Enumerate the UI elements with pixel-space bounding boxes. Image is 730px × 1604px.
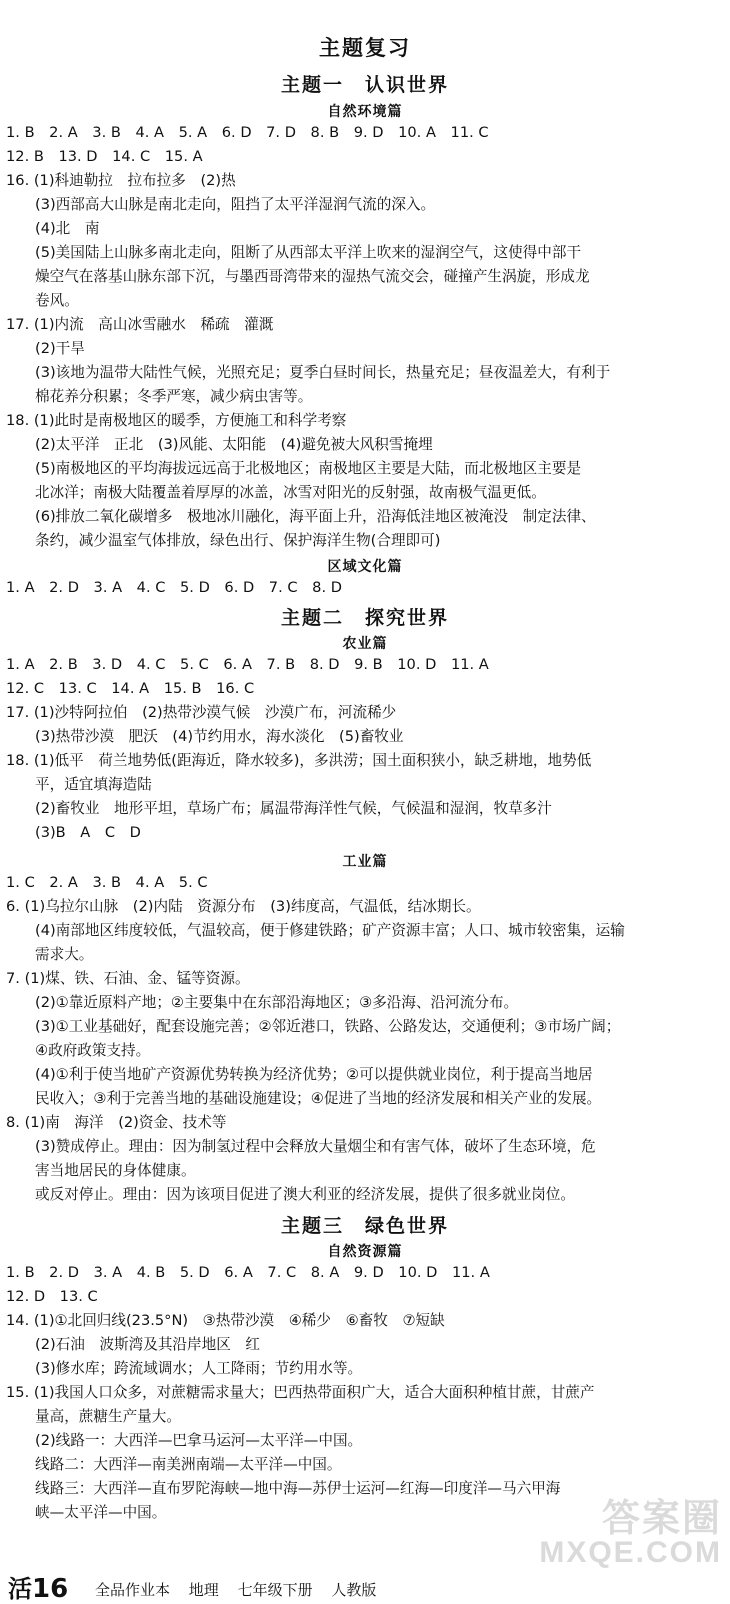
page-number	[8, 1575, 68, 1603]
answer-line: 1. B 2. A 3. B 4. A 5. A 6. D 7. D 8. B 9. D 10. A 11. C	[6, 124, 489, 141]
answer-line: 线路三：大西洋—直布罗陀海峡—地中海—苏伊士运河—红海—印度洋—马六甲海	[35, 1480, 561, 1497]
edition-name: 人教版	[331, 1581, 377, 1599]
answer-line: 8. (1)南 海洋 (2)资金、技术等	[6, 1114, 227, 1131]
answer-line: 卷风。	[35, 292, 79, 309]
answer-line: (2)石油 波斯湾及其沿岸地区 红	[35, 1336, 260, 1353]
answer-line: (3)赞成停止。理由：因为制氢过程中会释放大量烟尘和有害气体，破坏了生态环境，危	[35, 1138, 596, 1155]
watermark-url: MXQE.COM	[539, 1536, 722, 1569]
topic-3-heading: 主题三 绿色世界	[280, 1215, 449, 1237]
answer-line: 14. (1)①北回归线(23.5°N) ③热带沙漠 ④稀少 ⑥畜牧 ⑦短缺	[6, 1312, 445, 1329]
answer-line: 北冰洋；南极大陆覆盖着厚厚的冰盖，冰雪对阳光的反射强，故南极气温更低。	[35, 484, 546, 501]
section-industry: 工业篇	[342, 854, 388, 870]
answer-line: (3)①工业基础好，配套设施完善；②邻近港口，铁路、公路发达，交通便利；③市场广阔；	[35, 1018, 621, 1035]
page-title: 主题复习	[319, 36, 411, 60]
answer-line: (3)修水库；跨流域调水；人工降雨；节约用水等。	[35, 1360, 363, 1377]
answer-line: (2)太平洋 正北 (3)风能、太阳能 (4)避免被大风积雪掩埋	[35, 436, 433, 453]
answer-line: 量高，蔗糖生产量大。	[35, 1408, 181, 1425]
answer-line: 12. D 13. C	[6, 1288, 98, 1305]
answer-line: 17. (1)沙特阿拉伯 (2)热带沙漠气候 沙漠广布，河流稀少	[6, 704, 397, 721]
answer-line: 线路二：大西洋—南美洲南端—太平洋—中国。	[35, 1456, 342, 1473]
answer-line: 或反对停止。理由：因为该项目促进了澳大利亚的经济发展，提供了很多就业岗位。	[35, 1186, 575, 1203]
answer-line: (3)热带沙漠 肥沃 (4)节约用水，海水淡化 (5)畜牧业	[35, 728, 404, 745]
answer-line: (3)B A C D	[35, 824, 141, 841]
answer-line: (2)干旱	[35, 340, 85, 357]
answer-line: 17. (1)内流 高山冰雪融水 稀疏 灌溉	[6, 316, 274, 333]
answer-line: 需求大。	[35, 946, 94, 963]
page-number-value: 16	[32, 1574, 69, 1604]
answer-line: (3)西部高大山脉是南北走向，阻挡了太平洋湿润气流的深入。	[35, 196, 436, 213]
answer-line: ④政府政策支持。	[35, 1042, 151, 1059]
answer-line: 平，适宜填海造陆	[35, 776, 152, 793]
answer-line: (5)南极地区的平均海拔远远高于北极地区；南极地区主要是大陆，而北极地区主要是	[35, 460, 582, 477]
answer-line: (2)线路一：大西洋—巴拿马运河—太平洋—中国。	[35, 1432, 363, 1449]
answer-line: (2)畜牧业 地形平坦，草场广布；属温带海洋性气候，气候温和湿润，牧草多汁	[35, 800, 552, 817]
answer-line: 燥空气在落基山脉东部下沉，与墨西哥湾带来的湿热气流交会，碰撞产生涡旋，形成龙	[35, 268, 590, 285]
section-natural-environment: 自然环境篇	[327, 104, 403, 120]
topic-1-heading: 主题一 认识世界	[280, 74, 449, 96]
answer-line: 民收入；③利于完善当地的基础设施建设；④促进了当地的经济发展和相关产业的发展。	[35, 1090, 602, 1107]
answer-line: 7. (1)煤、铁、石油、金、锰等资源。	[6, 970, 250, 987]
answer-line: 15. (1)我国人口众多，对蔗糖需求量大；巴西热带面积广大，适合大面积种植甘蔗，甘蔗产	[6, 1384, 595, 1401]
section-regional-culture: 区域文化篇	[327, 559, 403, 575]
answer-line: (6)排放二氧化碳增多 极地冰川融化，海平面上升，沿海低洼地区被淹没 制定法律、	[35, 508, 596, 525]
page-footer	[8, 1569, 390, 1604]
answer-line: 1. A 2. B 3. D 4. C 5. C 6. A 7. B 8. D 9. B 10. D 11. A	[6, 656, 489, 673]
watermark-logo	[522, 1498, 722, 1572]
answer-line: 害当地居民的身体健康。	[35, 1162, 196, 1179]
section-agriculture: 农业篇	[342, 636, 388, 652]
answer-line: 18. (1)低平 荷兰地势低(距海近，降水较多)，多洪涝；国土面积狭小，缺乏耕地，地势低	[6, 752, 592, 769]
answer-line: 1. C 2. A 3. B 4. A 5. C	[6, 874, 208, 891]
answer-line: 16. (1)科迪勒拉 拉布拉多 (2)热	[6, 172, 236, 189]
answer-line: 峡—太平洋—中国。	[35, 1504, 167, 1521]
subject-name: 地理	[188, 1581, 219, 1599]
answer-line: 6. (1)乌拉尔山脉 (2)内陆 资源分布 (3)纬度高，气温低，结冰期长。	[6, 898, 481, 915]
section-natural-resources: 自然资源篇	[327, 1244, 403, 1260]
answer-line: 条约，减少温室气体排放，绿色出行、保护海洋生物(合理即可)	[35, 532, 441, 549]
answer-line: 12. C 13. C 14. A 15. B 16. C	[6, 680, 255, 697]
topic-2-heading: 主题二 探究世界	[280, 607, 449, 629]
watermark-text: 答案圈	[601, 1498, 722, 1540]
page-prefix: 活	[8, 1575, 32, 1603]
grade-name: 七年级下册	[237, 1581, 313, 1599]
answer-line: (3)该地为温带大陆性气候，光照充足；夏季白昼时间长，热量充足；昼夜温差大，有利于	[35, 364, 611, 381]
answer-line: (4)①利于使当地矿产资源优势转换为经济优势；②可以提供就业岗位，利于提高当地居	[35, 1066, 593, 1083]
answer-line: 18. (1)此时是南极地区的暖季，方便施工和科学考察	[6, 412, 347, 429]
answer-line: 12. B 13. D 14. C 15. A	[6, 148, 203, 165]
answer-line: 棉花养分积累；冬季严寒，减少病虫害等。	[35, 388, 313, 405]
answer-line: (2)①靠近原料产地；②主要集中在东部沿海地区；③多沿海、沿河流分布。	[35, 994, 519, 1011]
answer-line: 1. A 2. D 3. A 4. C 5. D 6. D 7. C 8. D	[6, 579, 342, 596]
answer-line: (4)南部地区纬度较低，气温较高，便于修建铁路；矿产资源丰富；人口、城市较密集，运输	[35, 922, 625, 939]
answer-line: 1. B 2. D 3. A 4. B 5. D 6. A 7. C 8. A 9. D 10. D 11. A	[6, 1264, 490, 1281]
answer-line: (4)北 南	[35, 220, 100, 237]
book-name: 全品作业本	[94, 1581, 170, 1599]
answer-line: (5)美国陆上山脉多南北走向，阻断了从西部太平洋上吹来的湿润空气，这使得中部干	[35, 244, 582, 261]
